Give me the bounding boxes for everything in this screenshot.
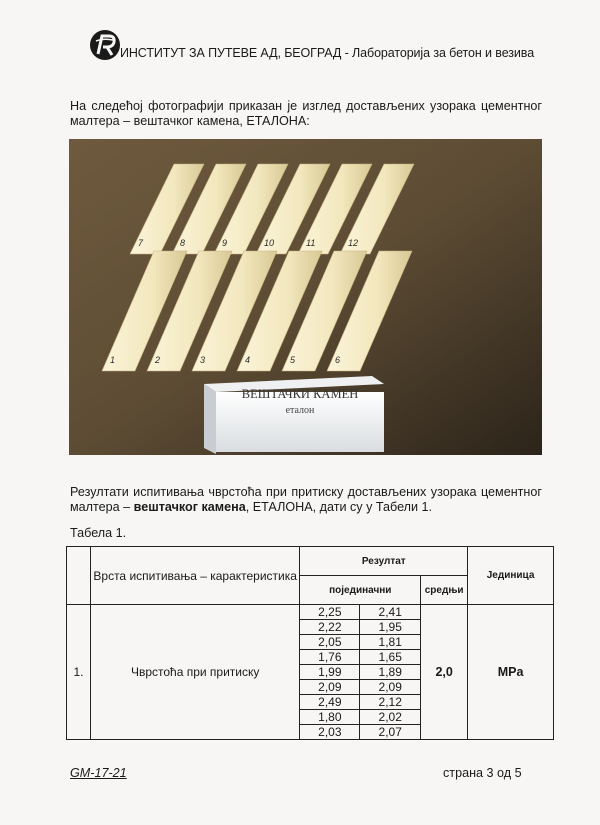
individual-value-cell: 2,41: [360, 605, 421, 620]
header-unit-cell: Јединица: [468, 547, 554, 605]
block-mark: 3: [200, 355, 206, 365]
individual-value-cell: 2,22: [300, 620, 360, 635]
individual-value-cell: 2,02: [360, 710, 421, 725]
row-number-cell: 1.: [67, 605, 91, 740]
row-type-cell: Чврстоћа при притиску: [90, 605, 299, 740]
individual-value-cell: 1,76: [300, 650, 360, 665]
header-number-cell: [67, 547, 91, 605]
block-mark: 9: [222, 238, 228, 248]
individual-value-cell: 1,95: [360, 620, 421, 635]
etalon-label-block: [204, 376, 384, 454]
sample-photo: [69, 139, 542, 455]
header-mean-cell: средњи: [421, 576, 468, 605]
document-code: GM-17-21: [70, 766, 127, 780]
block-mark: 4: [245, 355, 251, 365]
results-paragraph: [70, 485, 542, 515]
individual-value-cell: 1,99: [300, 665, 360, 680]
label-main-text: ВЕШТАЧКИ КАМЕН: [241, 387, 359, 401]
individual-value-cell: 1,89: [360, 665, 421, 680]
individual-value-cell: 1,65: [360, 650, 421, 665]
individual-value-cell: 2,03: [300, 725, 360, 740]
mean-value-cell: 2,0: [421, 605, 468, 740]
page-number: страна 3 од 5: [443, 766, 522, 780]
individual-value-cell: 2,09: [360, 680, 421, 695]
results-text-part2: , ЕТАЛОНА, дати су у Табели 1.: [245, 500, 433, 514]
block-mark: 6: [335, 355, 341, 365]
table-row: [67, 605, 554, 620]
individual-value-cell: 2,12: [360, 695, 421, 710]
block-mark: 5: [290, 355, 296, 365]
table-caption: Табела 1.: [70, 526, 127, 540]
block-mark: 10: [264, 238, 275, 248]
individual-value-cell: 1,80: [300, 710, 360, 725]
results-text-part1: Резултати испитивања чврстоћа при притиску достављених узорака цементног малтера –: [70, 485, 542, 514]
block-mark: 7: [138, 238, 144, 248]
block-mark: 11: [306, 238, 316, 248]
label-sub-text: еталон: [285, 405, 315, 416]
results-text-bold: вештачког камена: [133, 500, 246, 514]
intro-paragraph: На следећој фотографији приказан је изглед достављених узорака цементног малтера – вештачког камена, ЕТАЛОНА:: [70, 99, 542, 128]
individual-value-cell: 2,05: [300, 635, 360, 650]
individual-value-cell: 1,81: [360, 635, 421, 650]
block-mark: 2: [155, 355, 161, 365]
individual-value-cell: 2,49: [300, 695, 360, 710]
individual-value-cell: 2,07: [360, 725, 421, 740]
block-mark: 8: [180, 238, 186, 248]
individual-value-cell: 2,25: [300, 605, 360, 620]
institute-road-logo-icon: [88, 28, 122, 62]
results-table: [66, 546, 554, 740]
header-result-cell: Резултат: [300, 547, 468, 576]
block-mark: 12: [348, 238, 359, 248]
unit-cell: MPa: [468, 605, 554, 740]
header-title: ИНСТИТУТ ЗА ПУТЕВЕ АД, БЕОГРАД - Лабораторија за бетон и везива: [120, 46, 535, 60]
page-header: [88, 28, 568, 62]
block-mark: 1: [110, 355, 116, 365]
individual-value-cell: 2,09: [300, 680, 360, 695]
header-individual-cell: појединачни: [300, 576, 421, 605]
header-type-cell: Врста испитивања – карактеристика: [90, 547, 299, 605]
